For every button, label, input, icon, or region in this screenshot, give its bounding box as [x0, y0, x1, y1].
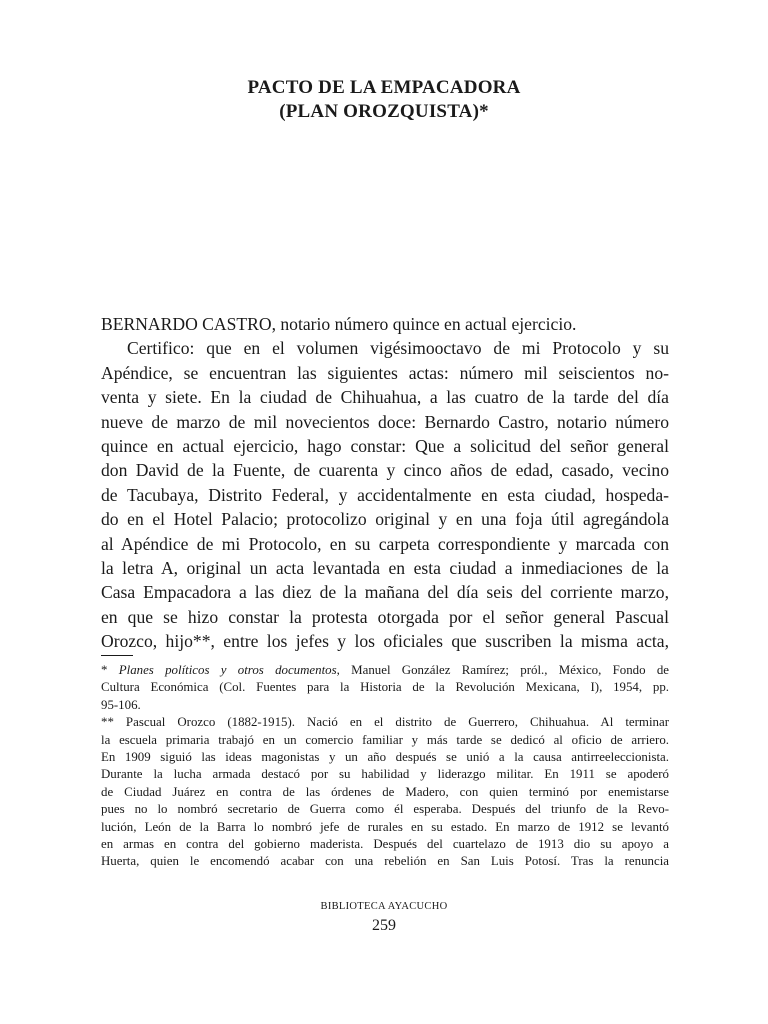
footnote-2-line: En 1909 siguió las ideas magonistas y un año después se unió a la causa antirreeleccionista.	[101, 749, 669, 764]
footnote-1-line: Cultura Económica (Col. Fuentes para la Historia de la Revolución Mexicana, I), 1954, pp.	[101, 680, 669, 695]
page-footer	[0, 900, 768, 936]
body-line: al Apéndice de mi Protocolo, en su carpeta correspondiente y marcada con	[101, 533, 669, 554]
body-line: de Tacubaya, Distrito Federal, y accidentalmente en esta ciudad, hospeda-	[101, 484, 669, 505]
footnote-1-rest: , Manuel González Ramírez; pról., México, Fondo de	[336, 663, 670, 677]
footnote-2-line: Huerta, quien le encomendó acabar con una rebelión en San Luis Potosí. Tras la renuncia	[101, 854, 669, 869]
body-line: quince en actual ejercicio, hago constar: Que a solicitud del señor general	[101, 435, 669, 456]
footnote-2-line: pues no lo nombró secretario de Guerra como él esperaba. Después del triunfo de la Revo-	[101, 802, 669, 817]
footnote-1-line: 95-106.	[101, 697, 141, 712]
footnote-2-line: la escuela primaria trabajó en un comercio familiar y más tarde se dedicó al oficio de arriero.	[101, 732, 669, 747]
body-line: Certifico: que en el volumen vigésimooctavo de mi Protocolo y su	[127, 338, 669, 359]
footnote-1-marker: *	[101, 663, 119, 677]
body-line: do en el Hotel Palacio; protocolizo original y en una foja útil agregándola	[101, 509, 669, 530]
body-line: la letra A, original un acta levantada en esta ciudad a inmediaciones de la	[101, 557, 669, 578]
body-line: Casa Empacadora a las diez de la mañana del día seis del corriente marzo,	[101, 582, 669, 603]
series-name: BIBLIOTECA AYACUCHO	[320, 901, 448, 912]
page-title	[0, 76, 768, 124]
footnote-divider	[101, 655, 133, 656]
body-line: nueve de marzo de mil novecientos doce: Bernardo Castro, notario número	[101, 411, 669, 432]
footnote-2-line: lución, León de la Barra lo nombró jefe de rurales en su estado. En marzo de 1912 se levantó	[101, 819, 669, 834]
body-line: venta y siete. En la ciudad de Chihuahua, a las cuatro de la tarde del día	[101, 387, 669, 408]
footnote-2-line: Durante la lucha armada destacó por su habilidad y liderazgo militar. En 1911 se apoderó	[101, 767, 669, 782]
footnotes	[101, 662, 669, 871]
body-text	[101, 312, 669, 653]
title-line-1: PACTO DE LA EMPACADORA	[247, 77, 521, 98]
body-line: en que se hizo constar la protesta otorgada por el señor general Pascual	[101, 606, 669, 627]
footnote-2-line: ** Pascual Orozco (1882-1915). Nació en el distrito de Guerrero, Chihuahua. Al terminar	[101, 715, 669, 730]
page-number: 259	[372, 917, 396, 934]
footnote-2-line: de Ciudad Juárez en contra de las órdenes de Madero, con quien terminó por enemistarse	[101, 784, 669, 799]
title-line-2: (PLAN OROZQUISTA)*	[279, 101, 489, 122]
body-line: BERNARDO CASTRO, notario número quince en actual ejercicio.	[101, 314, 577, 334]
footnote-2-line: en armas en contra del gobierno maderista. Después del cuartelazo de 1913 dio su apoyo a	[101, 836, 669, 851]
footnote-1-line	[101, 662, 669, 679]
footnote-1-title: Planes políticos y otros documentos	[118, 663, 337, 677]
body-line: don David de la Fuente, de cuarenta y cinco años de edad, casado, vecino	[101, 460, 669, 481]
body-line: Apéndice, se encuentran las siguientes actas: número mil seiscientos no-	[101, 362, 669, 383]
body-line: Orozco, hijo**, entre los jefes y los oficiales que suscriben la misma acta,	[101, 631, 669, 652]
